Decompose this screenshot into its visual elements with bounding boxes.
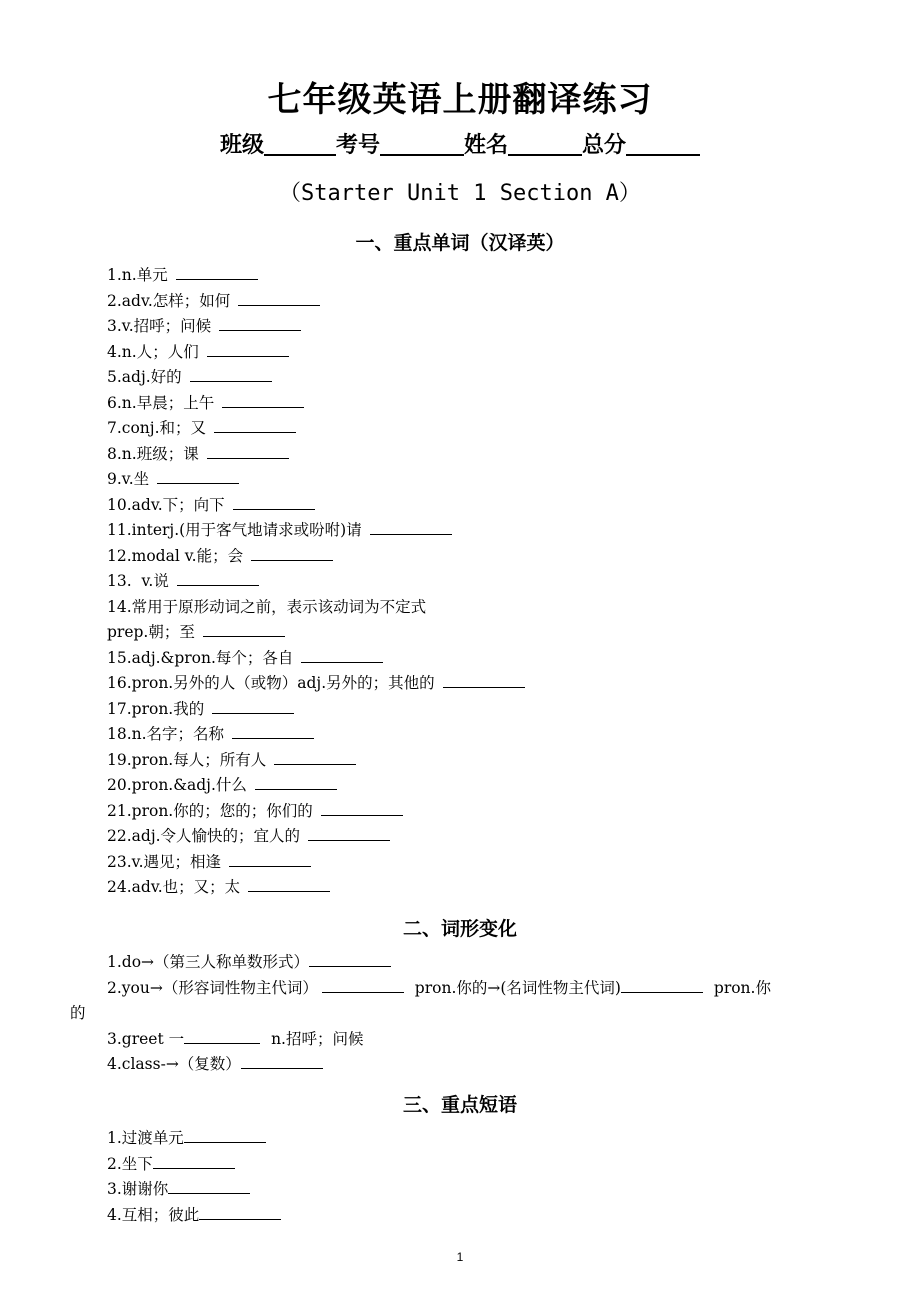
section1-heading: 一、重点单词（汉译英） — [355, 232, 565, 254]
list-item: 15.adj.&pron.每个；各自 — [107, 646, 867, 672]
name-label: 姓名 — [464, 133, 509, 158]
list-item: 2.坐下 — [107, 1152, 867, 1178]
answer-blank[interactable] — [176, 265, 258, 280]
name-blank[interactable] — [508, 132, 582, 156]
answer-blank[interactable] — [214, 418, 296, 433]
answer-blank[interactable] — [157, 469, 239, 484]
list-item: 3.v.招呼；问候 — [107, 314, 867, 340]
answer-blank[interactable] — [308, 826, 390, 841]
list-item: 8.n.班级；课 — [107, 442, 867, 468]
section1-list — [107, 263, 867, 901]
answer-blank[interactable] — [443, 673, 525, 688]
answer-blank[interactable] — [233, 495, 315, 510]
list-item: 5.adj.好的 — [107, 365, 867, 391]
list-item: 4.n.人；人们 — [107, 340, 867, 366]
answer-blank[interactable] — [321, 801, 403, 816]
page-title: 七年级英语上册翻译练习 — [267, 80, 653, 120]
list-item: 1.过渡单元 — [107, 1126, 867, 1152]
answer-blank[interactable] — [322, 978, 404, 993]
answer-blank[interactable] — [212, 699, 294, 714]
answer-blank[interactable] — [207, 342, 289, 357]
exam-no-blank[interactable] — [380, 132, 464, 156]
list-item: 1.do→（第三人称单数形式） — [107, 950, 887, 976]
section3-heading: 三、重点短语 — [402, 1094, 517, 1116]
list-item: 11.interj.(用于客气地请求或吩咐)请 — [107, 518, 867, 544]
score-label: 总分 — [582, 133, 627, 158]
answer-blank[interactable] — [219, 316, 301, 331]
list-item: 2.adv.怎样；如何 — [107, 289, 867, 315]
section3-list — [107, 1126, 867, 1228]
list-item: 4.class-→（复数） — [107, 1052, 887, 1078]
list-item-wrap: 的 — [70, 1004, 86, 1022]
list-item: 10.adv.下；向下 — [107, 493, 867, 519]
list-item: prep.朝；至 — [107, 620, 867, 646]
answer-blank[interactable] — [203, 622, 285, 637]
answer-blank[interactable] — [232, 724, 314, 739]
list-item: 22.adj.令人愉快的；宜人的 — [107, 824, 867, 850]
list-item: 3.谢谢你 — [107, 1177, 867, 1203]
list-item: 20.pron.&adj.什么 — [107, 773, 867, 799]
list-item: 2.you→（形容词性物主代词） pron.你的→(名词性物主代词) pron.你 — [107, 978, 771, 997]
answer-blank[interactable] — [207, 444, 289, 459]
page-number: 1 — [456, 1250, 464, 1264]
list-item: 9.v.坐 — [107, 467, 867, 493]
answer-blank[interactable] — [184, 1128, 266, 1143]
answer-blank[interactable] — [621, 978, 703, 993]
list-item: 24.adv.也；又；太 — [107, 875, 867, 901]
answer-blank[interactable] — [184, 1029, 260, 1044]
list-item: 21.pron.你的；您的；你们的 — [107, 799, 867, 825]
unit-title: （Starter Unit 1 Section A） — [279, 181, 641, 206]
class-blank[interactable] — [264, 132, 336, 156]
list-item: 18.n.名字；名称 — [107, 722, 867, 748]
list-item: 13. v.说 — [107, 569, 867, 595]
student-info-line — [0, 128, 920, 159]
score-blank[interactable] — [626, 132, 700, 156]
answer-blank[interactable] — [238, 291, 320, 306]
answer-blank[interactable] — [229, 852, 311, 867]
exam-no-label: 考号 — [335, 133, 380, 158]
class-label: 班级 — [219, 133, 264, 158]
answer-blank[interactable] — [190, 367, 272, 382]
answer-blank[interactable] — [309, 952, 391, 967]
answer-blank[interactable] — [241, 1054, 323, 1069]
answer-blank[interactable] — [153, 1154, 235, 1169]
list-item: 16.pron.另外的人（或物）adj.另外的；其他的 — [107, 671, 867, 697]
answer-blank[interactable] — [255, 775, 337, 790]
answer-blank[interactable] — [274, 750, 356, 765]
list-item: 1.n.单元 — [107, 263, 867, 289]
answer-blank[interactable] — [177, 571, 259, 586]
answer-blank[interactable] — [251, 546, 333, 561]
answer-blank[interactable] — [222, 393, 304, 408]
list-item: 14.常用于原形动词之前，表示该动词为不定式 — [107, 597, 427, 616]
list-item: 19.pron.每人；所有人 — [107, 748, 867, 774]
answer-blank[interactable] — [248, 877, 330, 892]
answer-blank[interactable] — [370, 520, 452, 535]
answer-blank[interactable] — [301, 648, 383, 663]
section2-list — [70, 950, 887, 1078]
list-item: 17.pron.我的 — [107, 697, 867, 723]
answer-blank[interactable] — [168, 1179, 250, 1194]
section2-heading: 二、词形变化 — [402, 918, 517, 940]
list-item: 4.互相；彼此 — [107, 1203, 867, 1229]
answer-blank[interactable] — [199, 1205, 281, 1220]
list-item: 3.greet 一 n.招呼；问候 — [107, 1029, 364, 1048]
list-item: 7.conj.和；又 — [107, 416, 867, 442]
list-item: 6.n.早晨；上午 — [107, 391, 867, 417]
list-item: 23.v.遇见；相逢 — [107, 850, 867, 876]
list-item: 12.modal v.能；会 — [107, 544, 867, 570]
